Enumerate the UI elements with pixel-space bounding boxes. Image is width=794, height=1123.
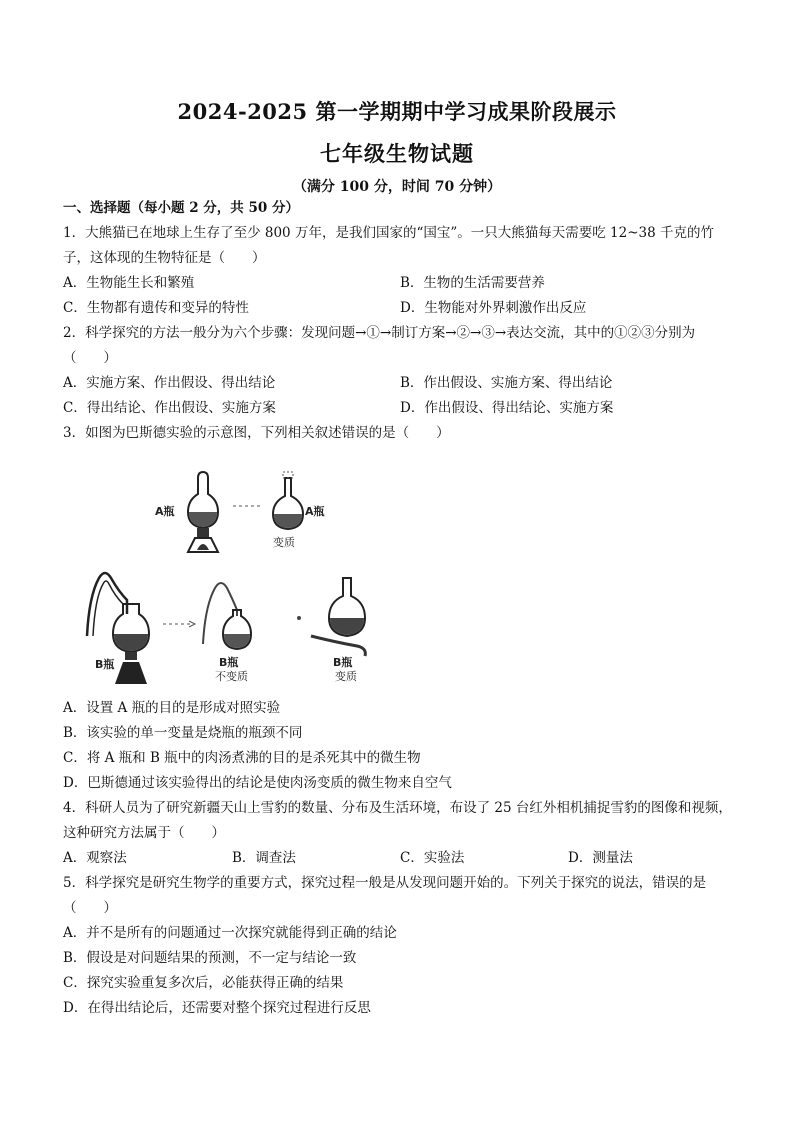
q3-stem: 3．如图为巴斯德实验的示意图，下列相关叙述错误的是（ ） [63, 425, 450, 441]
q3-option-c[interactable]: C．将 A 瓶和 B 瓶中的肉汤煮沸的目的是杀死其中的微生物 [63, 750, 421, 766]
q5-option-c[interactable]: C．探究实验重复多次后，必能获得正确的结果 [63, 975, 344, 991]
q2-stem-line1: 2．科学探究的方法一般分为六个步骤：发现问题→①→制订方案→②→③→表达交流，其中的①②③分别为 [63, 325, 696, 341]
q5-stem-line1: 5．科学探究是研究生物学的重要方式，探究过程一般是从发现问题开始的。下列关于探究的说法，错误的是 [63, 875, 707, 891]
q2-option-a[interactable]: A．实施方案、作出假设、得出结论 [63, 375, 276, 391]
flask-b-not-spoiled [203, 583, 251, 649]
q3-option-b[interactable]: B．该实验的单一变量是烧瓶的瓶颈不同 [63, 725, 303, 741]
q4-option-c[interactable]: C．实验法 [400, 850, 465, 866]
q2-option-d[interactable]: D．作出假设、得出结论、实施方案 [400, 400, 614, 416]
q1-option-c[interactable]: C．生物都有遗传和变异的特性 [63, 300, 249, 316]
q1-option-a[interactable]: A．生物能生长和繁殖 [63, 275, 195, 291]
q5-option-a[interactable]: A．并不是所有的问题通过一次探究就能得到正确的结论 [63, 925, 397, 941]
q4-option-a[interactable]: A．观察法 [63, 850, 127, 866]
q2-option-c[interactable]: C．得出结论、作出假设、实施方案 [63, 400, 276, 416]
label-spoiled-a: 变质 [273, 536, 295, 549]
label-a-bottle-2: A瓶 [305, 505, 325, 518]
q4-option-b[interactable]: B．调查法 [232, 850, 296, 866]
q4-stem-line2: 这种研究方法属于（ ） [63, 825, 225, 841]
q5-stem-line2: （ ） [63, 900, 117, 916]
q2-stem-line2: （ ） [63, 350, 117, 366]
exam-title: 2024-2025 第一学期期中学习成果阶段展示 [177, 99, 617, 124]
label-not-spoiled: 不变质 [215, 670, 248, 683]
q4-option-d[interactable]: D．测量法 [568, 850, 633, 866]
section-heading: 一、选择题（每小题 2 分，共 50 分） [63, 200, 299, 216]
q2-option-b[interactable]: B．作出假设、实施方案、得出结论 [400, 375, 613, 391]
label-b-bottle-3: B瓶 [333, 656, 353, 669]
label-spoiled-b: 变质 [335, 670, 357, 683]
dot-marker [297, 616, 301, 620]
q4-stem-line1: 4．科研人员为了研究新疆天山上雪豹的数量、分布及生活环境，布设了 25 台红外相机捕捉雪豹的图像和视频， [63, 800, 732, 816]
q5-option-d[interactable]: D．在得出结论后，还需要对整个探究过程进行反思 [63, 1000, 371, 1016]
q1-stem-line2: 子，这体现的生物特征是（ ） [63, 250, 266, 266]
exam-subtitle: 七年级生物试题 [320, 141, 474, 166]
flask-a-heated [188, 472, 218, 552]
q1-option-d[interactable]: D．生物能对外界刺激作出反应 [400, 300, 587, 316]
q3-option-d[interactable]: D．巴斯德通过该实验得出的结论是使肉汤变质的微生物来自空气 [63, 775, 452, 791]
flask-a-spoiled [273, 472, 303, 529]
label-a-bottle-1: A瓶 [155, 505, 175, 518]
label-b-bottle-2: B瓶 [219, 656, 239, 669]
q1-option-b[interactable]: B．生物的生活需要营养 [400, 275, 545, 291]
exam-info: （满分 100 分，时间 70 分钟） [292, 179, 502, 195]
flask-b-broken [311, 578, 365, 656]
label-b-bottle-1: B瓶 [95, 658, 115, 671]
pasteur-experiment-figure [85, 466, 395, 688]
q1-stem-line1: 1．大熊猫已在地球上生存了至少 800 万年，是我们国家的“国宝”。一只大熊猫每天需要吃 12~38 千克的竹 [63, 225, 714, 241]
q3-option-a[interactable]: A．设置 A 瓶的目的是形成对照实验 [63, 700, 281, 716]
q5-option-b[interactable]: B．假设是对问题结果的预测，不一定与结论一致 [63, 950, 357, 966]
